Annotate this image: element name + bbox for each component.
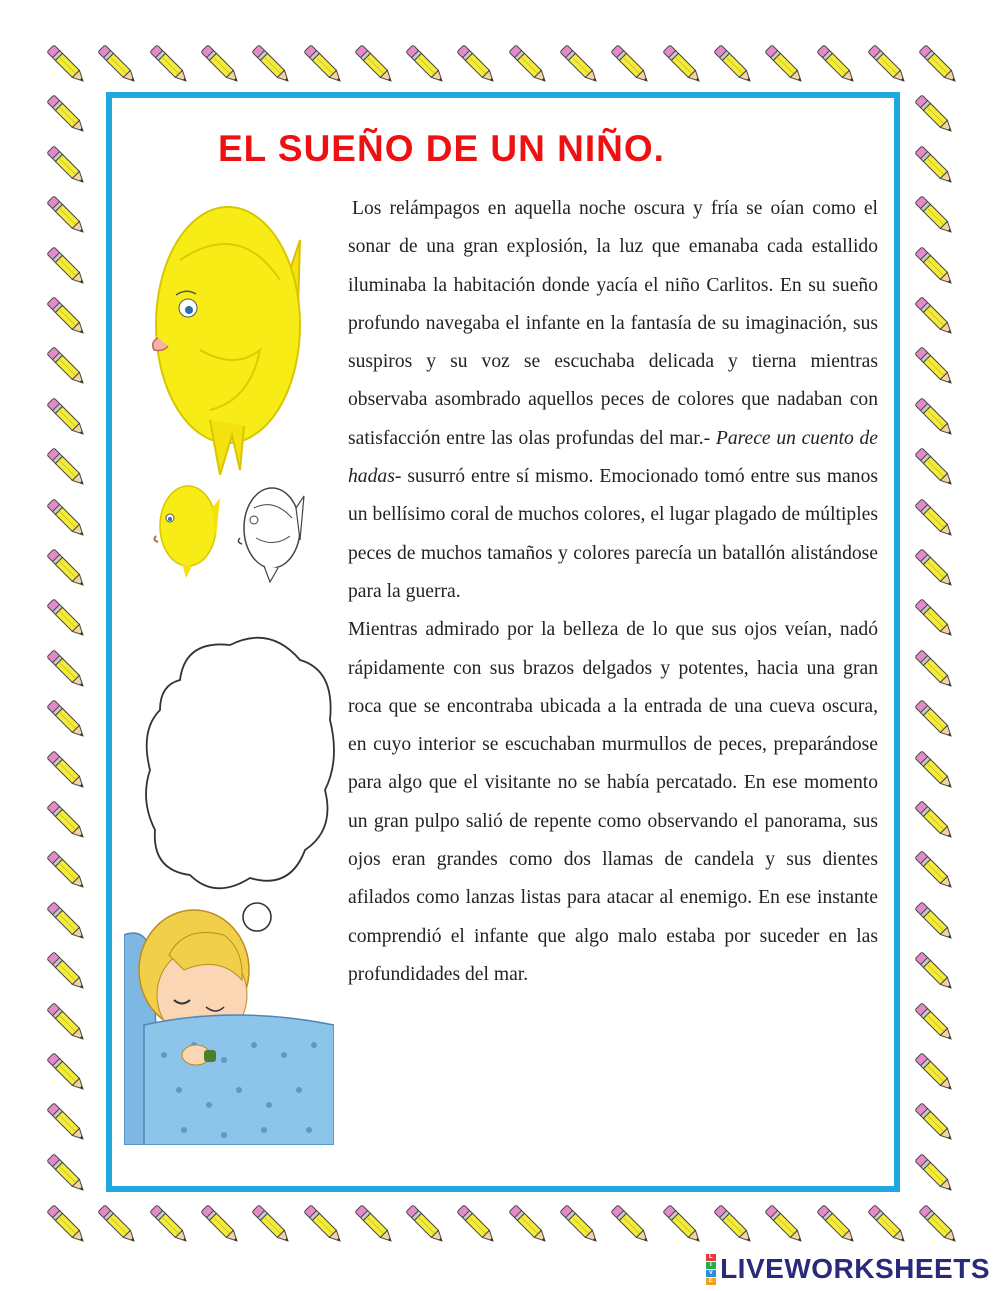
italic-quote: Parece un cuento de hadas	[348, 427, 878, 488]
pencil-icon	[295, 1196, 351, 1252]
story-paragraph-1: Los relámpagos en aquella noche oscura y fría se oían como el sonar de una gran explosión, la luz que emanaba cada estallido iluminaba la habitación donde yacía el niño Carlitos. En su sueño profundo navegaba el infante en la fantasía de su imaginación, sus suspiros y su voz se escuchaba delicada y tierna mientras observaba asombrado aquellos peces de colores que nadaban con satisfacción entre las olas profundas del mar.- Parece un cuento de hadas- susurró entre sí mismo. Emocionado tomó entre sus manos un bellísimo coral de muchos colores, el lugar plagado de múltiples peces de muchos tamaños y colores parecía un batallón alistándose para la guerra.	[348, 198, 878, 602]
pencil-icon	[906, 389, 962, 445]
pencil-icon	[38, 1196, 94, 1252]
story-text	[348, 190, 878, 994]
pencil-icon	[141, 36, 197, 92]
pencil-icon	[38, 187, 94, 243]
pencil-icon	[906, 137, 962, 193]
pencil-icon	[38, 994, 94, 1050]
pencil-icon	[346, 1196, 402, 1252]
pencil-icon	[906, 691, 962, 747]
pencil-icon	[38, 1094, 94, 1150]
pencil-icon	[551, 36, 607, 92]
pencil-icon	[859, 1196, 915, 1252]
pencil-icon	[906, 288, 962, 344]
pencil-icon	[243, 1196, 299, 1252]
pencil-icon	[906, 187, 962, 243]
pencil-icon	[906, 893, 962, 949]
pencil-icon	[38, 691, 94, 747]
pencil-icon	[38, 1044, 94, 1100]
pencil-icon	[906, 1145, 962, 1201]
pencil-icon	[38, 893, 94, 949]
pencil-icon	[859, 36, 915, 92]
pencil-icon	[906, 238, 962, 294]
sleeping-child-icon	[124, 895, 334, 1145]
pencil-icon	[808, 1196, 864, 1252]
pencil-icon	[397, 36, 453, 92]
pencil-icon	[906, 590, 962, 646]
outline-fish-icon	[234, 478, 306, 583]
pencil-icon	[192, 36, 248, 92]
pencil-icon	[756, 36, 812, 92]
pencil-icon	[808, 36, 864, 92]
page-title: EL SUEÑO DE UN NIÑO.	[218, 128, 665, 169]
pencil-icon	[38, 1145, 94, 1201]
pencil-icon	[906, 338, 962, 394]
pencil-icon	[705, 36, 761, 92]
pencil-icon	[500, 36, 556, 92]
pencil-icon	[756, 1196, 812, 1252]
pencil-icon	[910, 1196, 966, 1252]
pencil-icon	[38, 36, 94, 92]
pencil-icon	[38, 792, 94, 848]
pencil-icon	[906, 1094, 962, 1150]
small-fish-icon	[150, 478, 222, 578]
pencil-icon	[243, 36, 299, 92]
pencil-icon	[906, 943, 962, 999]
pencil-icon	[602, 1196, 658, 1252]
pencil-icon	[38, 137, 94, 193]
pencil-icon	[602, 36, 658, 92]
liveworksheets-watermark	[706, 1253, 990, 1285]
pencil-icon	[654, 1196, 710, 1252]
pencil-icon	[38, 742, 94, 798]
pencil-icon	[906, 540, 962, 596]
pencil-icon	[38, 842, 94, 898]
pencil-icon	[38, 288, 94, 344]
pencil-icon	[906, 792, 962, 848]
pencil-icon	[397, 1196, 453, 1252]
pencil-icon	[906, 641, 962, 697]
pencil-icon	[89, 1196, 145, 1252]
pencil-icon	[906, 742, 962, 798]
watermark-badge: L I V E	[706, 1254, 716, 1285]
pencil-icon	[906, 439, 962, 495]
pencil-icon	[346, 36, 402, 92]
pencil-icon	[89, 36, 145, 92]
pencil-icon	[38, 86, 94, 142]
pencil-icon	[192, 1196, 248, 1252]
pencil-icon	[38, 641, 94, 697]
pencil-icon	[38, 540, 94, 596]
pencil-icon	[500, 1196, 556, 1252]
pencil-icon	[910, 36, 966, 92]
pencil-icon	[141, 1196, 197, 1252]
big-fish-icon	[140, 200, 305, 475]
pencil-icon	[38, 590, 94, 646]
pencil-icon	[448, 36, 504, 92]
pencil-icon	[38, 338, 94, 394]
pencil-icon	[551, 1196, 607, 1252]
pencil-icon	[38, 490, 94, 546]
pencil-icon	[906, 842, 962, 898]
pencil-icon	[448, 1196, 504, 1252]
pencil-icon	[906, 490, 962, 546]
pencil-icon	[295, 36, 351, 92]
pencil-icon	[906, 1044, 962, 1100]
watermark-text: LIVEWORKSHEETS	[720, 1253, 990, 1284]
pencil-icon	[38, 389, 94, 445]
pencil-icon	[906, 86, 962, 142]
pencil-icon	[38, 439, 94, 495]
pencil-icon	[705, 1196, 761, 1252]
story-paragraph-2: Mientras admirado por la belleza de lo que sus ojos veían, nadó rápidamente con sus brazos delgados y potentes, hacia una gran roca que se encontraba ubicada a la entrada de una cueva oscura, en cuyo interior se escuchaban murmullos de peces, preparándose para algo que el visitante no se había percatado. En ese momento un gran pulpo salió de repente como observando el panorama, sus ojos eran grandes como dos llamas de candela y sus dientes afilados como lanzas listas para atacar al enemigo. En ese instante comprendió el infante que algo malo estaba por suceder en las profundidades del mar.	[348, 619, 878, 985]
pencil-icon	[654, 36, 710, 92]
pencil-icon	[906, 994, 962, 1050]
pencil-icon	[38, 238, 94, 294]
pencil-icon	[38, 943, 94, 999]
